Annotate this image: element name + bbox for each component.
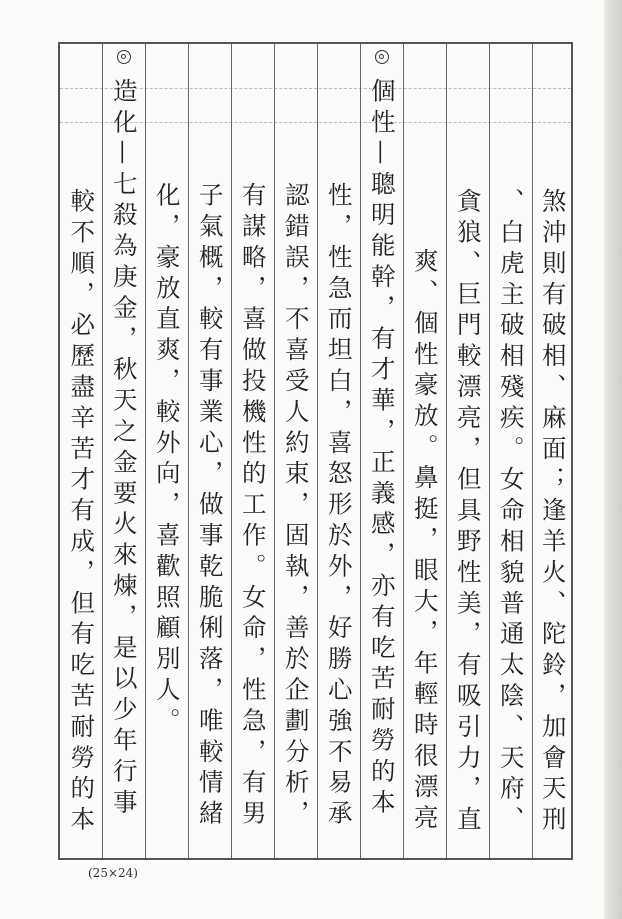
text-column (360, 44, 403, 858)
grid-size-label: (25×24) (88, 866, 138, 880)
column-text: 煞沖則有破相、麻面；逢羊火、陀鈴，加會天刑 (538, 188, 568, 837)
text-column (317, 44, 360, 858)
column-text: 化，豪放直爽，較外向，喜歡照顧別人。 (152, 182, 182, 739)
section-bullet-icon (117, 50, 131, 64)
text-column (102, 44, 145, 858)
column-text: 爽、個性豪放。鼻挺，眼大，年輕時很漂亮 (410, 248, 440, 836)
column-text: 、白虎主破相殘疾。女命相貌普通太陰、天府、 (496, 188, 526, 837)
text-column (532, 44, 573, 858)
text-column (274, 44, 317, 858)
text-column (188, 44, 231, 858)
column-text: 造化—七殺為庚金，秋天之金要火來煉，是以少年行事 (109, 78, 139, 820)
column-text: 子氣概，較有事業心，做事乾脆俐落，唯較情緒 (195, 182, 225, 831)
section-bullet-icon (375, 50, 389, 64)
column-text: 貪狼、巨門較漂亮，但具野性美，有吸引力，直 (453, 188, 483, 837)
text-column (489, 44, 532, 858)
scan-edge-shadow (604, 0, 622, 919)
column-text: 認錯誤，不喜受人約束，固執，善於企劃分析， (281, 182, 311, 831)
column-text: 性，性急而坦白，喜怒形於外，好勝心強不易承 (324, 182, 354, 831)
column-text: 個性—聰明能幹，有才華，正義感，亦有吃苦耐勞的本 (367, 78, 397, 820)
column-text: 較不順，必歷盡辛苦才有成，但有吃苦耐勞的本 (67, 188, 97, 837)
text-column (60, 44, 102, 858)
text-column (231, 44, 274, 858)
text-column (403, 44, 446, 858)
manuscript-grid (58, 42, 573, 860)
text-column (446, 44, 489, 858)
text-column (145, 44, 188, 858)
column-text: 有謀略，喜做投機性的工作。女命，性急，有男 (238, 182, 268, 831)
